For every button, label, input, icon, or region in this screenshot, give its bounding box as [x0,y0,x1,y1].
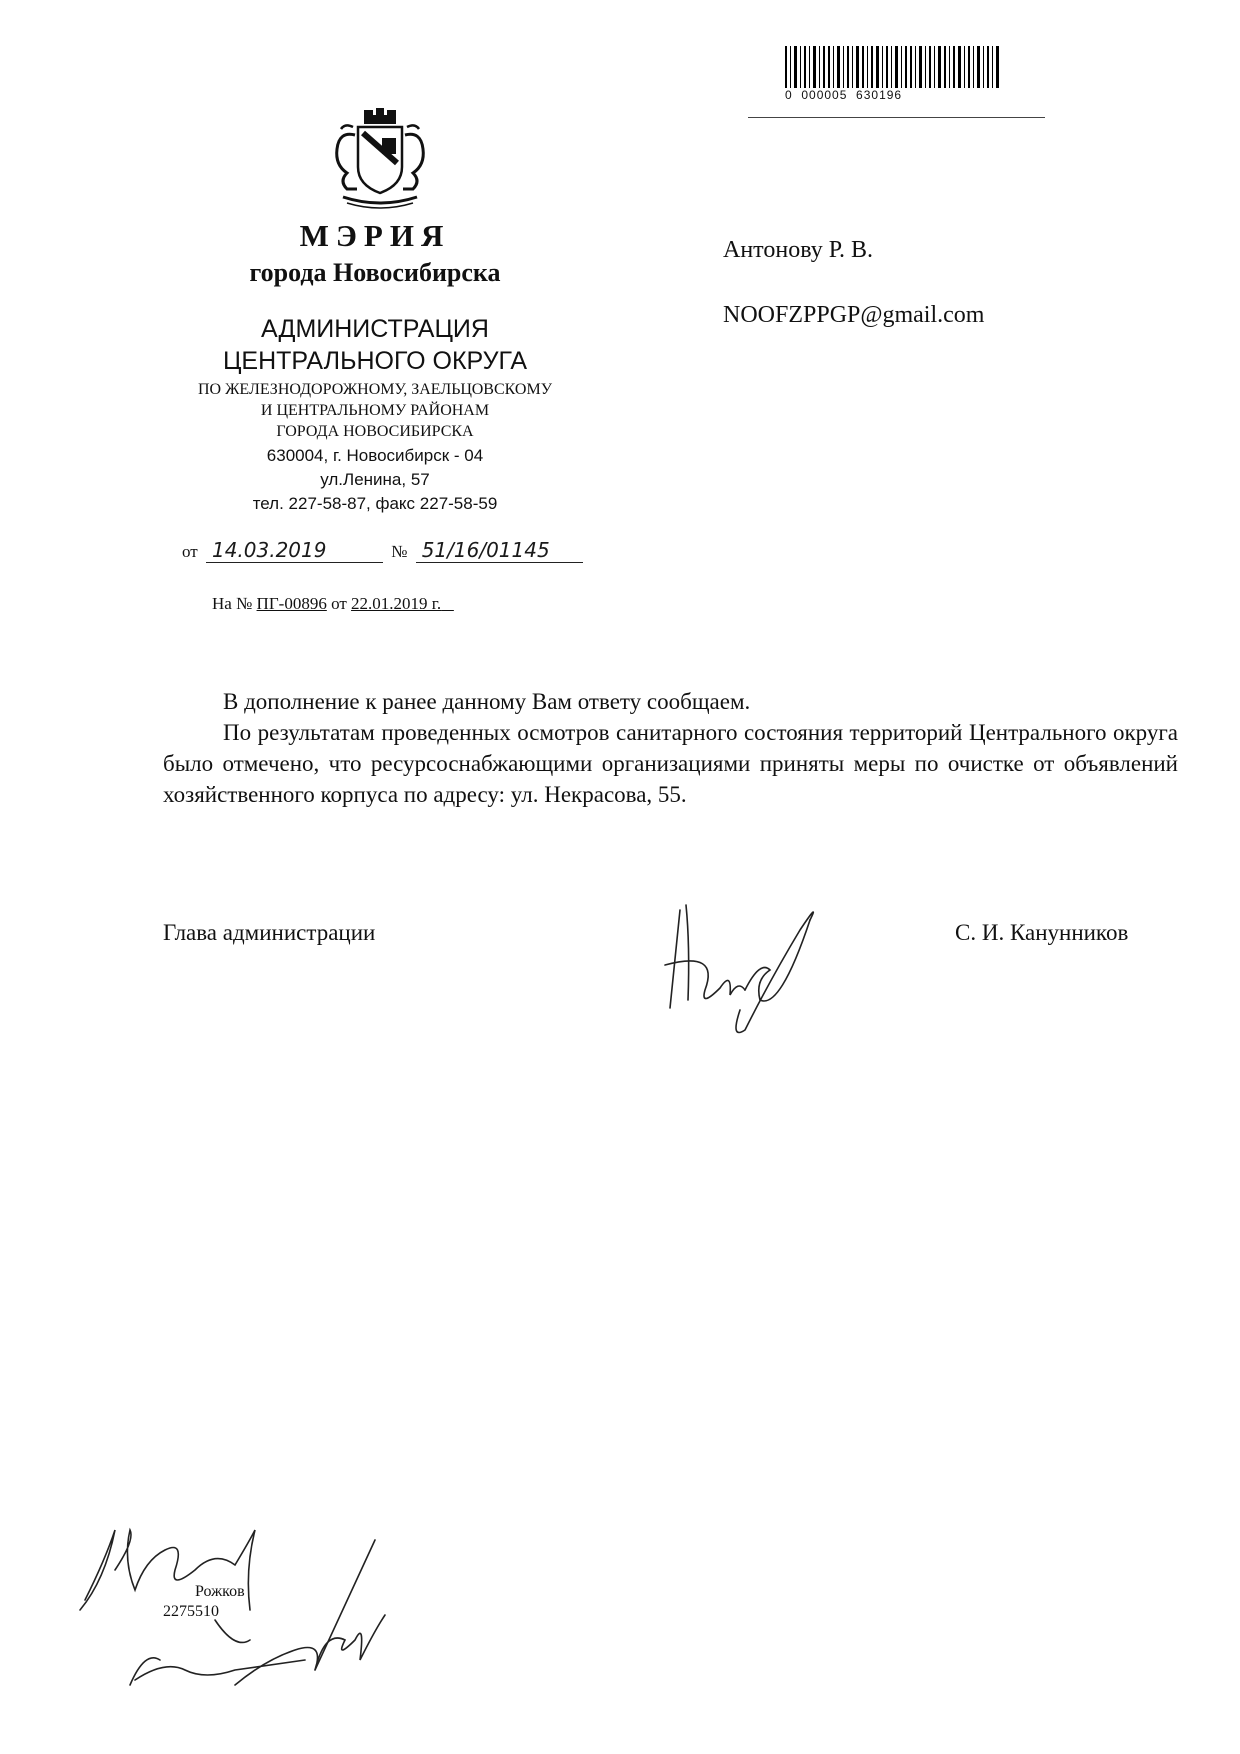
address-line2: ул.Ленина, 57 [320,470,430,489]
admin-title-line1: АДМИНИСТРАЦИЯ [261,315,489,343]
mayor-title: МЭРИЯ [299,218,451,253]
district-line3: ГОРОДА НОВОСИБИРСКА [276,423,474,440]
barcode-digits: 0 000005 630196 [785,88,903,102]
recipient-name: Антонову Р. В. [723,237,874,263]
recipient-email: NOOFZPPGP@gmail.com [723,302,985,328]
in-reply-number: ПГ-00896 [256,594,327,613]
outgoing-date: 14.03.2019 [206,538,383,563]
divider [748,117,1045,118]
handwritten-signature [660,890,830,1035]
body-paragraph: По результатам проведенных осмотров санитарного состояния территорий Центрального округа было отмечено, что ресурсоснабжающими организациями приняты меры по очистке от объявлений хозяйственного корпуса по адресу: ул. Некрасова, 55. [163,720,1178,807]
number-label: № [391,542,408,561]
in-reply-line [212,594,454,614]
address-line1: 630004, г. Новосибирск - 04 [266,446,484,465]
executor-phone: 2275510 [163,1603,219,1620]
from-label: от [182,542,198,561]
reference-line [178,538,583,563]
in-reply-from-label: от [331,594,347,613]
signatory-name: С. И. Канунников [955,920,1129,945]
in-reply-date: 22.01.2019 г. [351,594,442,613]
in-reply-prefix: На № [212,594,253,613]
district-line2: И ЦЕНТРАЛЬНОМУ РАЙОНАМ [260,402,490,419]
letter-body [163,686,1178,810]
handwritten-initials [75,1520,405,1690]
address-line3: тел. 227-58-87, факс 227-58-59 [252,494,498,513]
signatory-position: Глава администрации [163,920,376,945]
executor-name: Рожков [195,1583,245,1600]
city-title: города Новосибирска [249,258,501,287]
district-line1: ПО ЖЕЛЕЗНОДОРОЖНОМУ, ЗАЕЛЬЦОВСКОМУ [197,381,553,398]
coat-of-arms-icon [325,105,435,210]
admin-title-line2: ЦЕНТРАЛЬНОГО ОКРУГА [222,347,528,375]
body-paragraph: В дополнение к ранее данному Вам ответу сообщаем. [223,689,751,714]
outgoing-number: 51/16/01145 [416,538,583,563]
